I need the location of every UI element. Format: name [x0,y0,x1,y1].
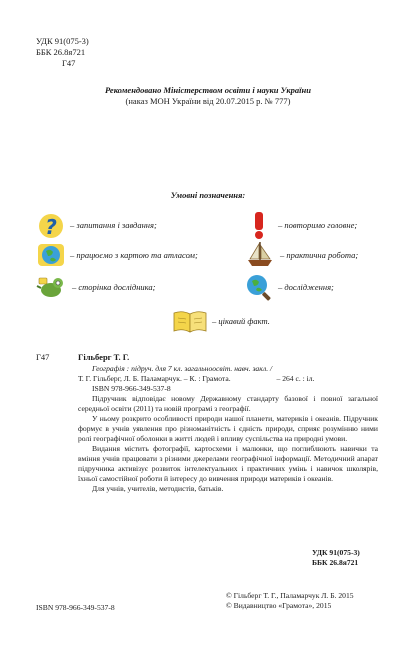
bottom-classification-codes [312,548,360,568]
bottom-bbk-code: ББК 26.8я721 [312,558,359,567]
exclamation-mark-icon [244,210,274,240]
legend-label: – працюємо з картою та атласом; [70,250,198,260]
catalog-isbn: ISBN 978-966-349-537-8 [92,384,171,393]
annotation-paragraph: Видання містить фотографії, картосхеми і малюнки, що поглиблюють навички та вміння учнів працювати з різними джерелами географічної інформації. Методичний апарат підручника активізує розвиток інтелектуальних і практичних умінь і навичок школярів, їхньої самостійної роботи й інтересу до вивчення природи материків і океанів. [78,444,378,483]
approval-line: Рекомендовано Міністерством освіти і науки України [105,85,311,95]
annotation-paragraph: У ньому розкрито особливості природи нашої планети, материків і океанів. Підручник формує в учнів уявлення про різноманітність і єдність природи, сприяє розумінню ними ролі географічної оболонки в житті людей і впливу суспільства на природні умови. [78,414,378,443]
copyright-authors: © Гільберг Т. Г., Паламарчук Л. Б. 2015 [226,591,354,600]
ship-icon [244,240,276,270]
catalog-pages: – 264 с. : іл. [276,374,315,383]
annotation-paragraph: Підручник відповідає новому Державному стандарту базової і повної загальної середньої освіти (2011) та новій програмі з географії. [78,394,378,413]
catalog-title: Географія : підруч. для 7 кл. загальноосвіт. навч. закл. / [92,364,273,373]
legend-item-fun-fact [172,308,270,334]
legend-item-practical-work [244,240,358,270]
bbk-code: ББК 26.8я721 [36,47,86,57]
catalog-authors-publisher: Т. Г. Гільберг, Л. Б. Паламарчук. – К. : Грамота. [78,374,231,383]
approval-order: (наказ МОН України від 20.07.2015 р. № 777) [125,96,291,106]
catalog-entry [78,364,378,494]
legend-item-map-work [36,240,198,270]
legend-item-questions [36,210,157,240]
author-cipher: Г47 [62,58,76,68]
svg-text:?: ? [45,215,57,239]
open-book-icon [172,308,208,334]
ministry-approval [0,85,416,107]
catalog-cipher: Г47 [36,352,50,362]
legend-item-research [244,272,334,302]
legend-label: – повторимо головне; [278,220,358,230]
legend-label: – практична робота; [280,250,359,260]
globe-icon [36,240,66,270]
explorer-page-icon [36,272,68,302]
legend-label: – дослідження; [278,282,334,292]
classification-codes [36,36,89,69]
legend-item-explorer-page [36,272,156,302]
bottom-isbn: ISBN 978-966-349-537-8 [36,603,115,612]
catalog-authors-line [78,374,378,384]
question-mark-icon [36,210,66,240]
legend-label: – цікавий факт. [212,316,270,326]
legend-title: Умовні позначення: [170,190,246,200]
udk-code: УДК 91(075-3) [36,36,89,46]
copyright-block [226,591,354,611]
legend-label: – сторінка дослідника; [72,282,156,292]
catalog-author: Гільберг Т. Г. [78,352,130,362]
legend-label: – запитання і завдання; [70,220,157,230]
copyright-publisher: © Видавництво «Грамота», 2015 [226,601,332,610]
bottom-udk-code: УДК 91(075-3) [312,548,360,557]
annotation-paragraph: Для учнів, учителів, методистів, батьків. [92,484,224,493]
globe-magnifier-icon [244,272,274,302]
legend-item-summary [244,210,357,240]
